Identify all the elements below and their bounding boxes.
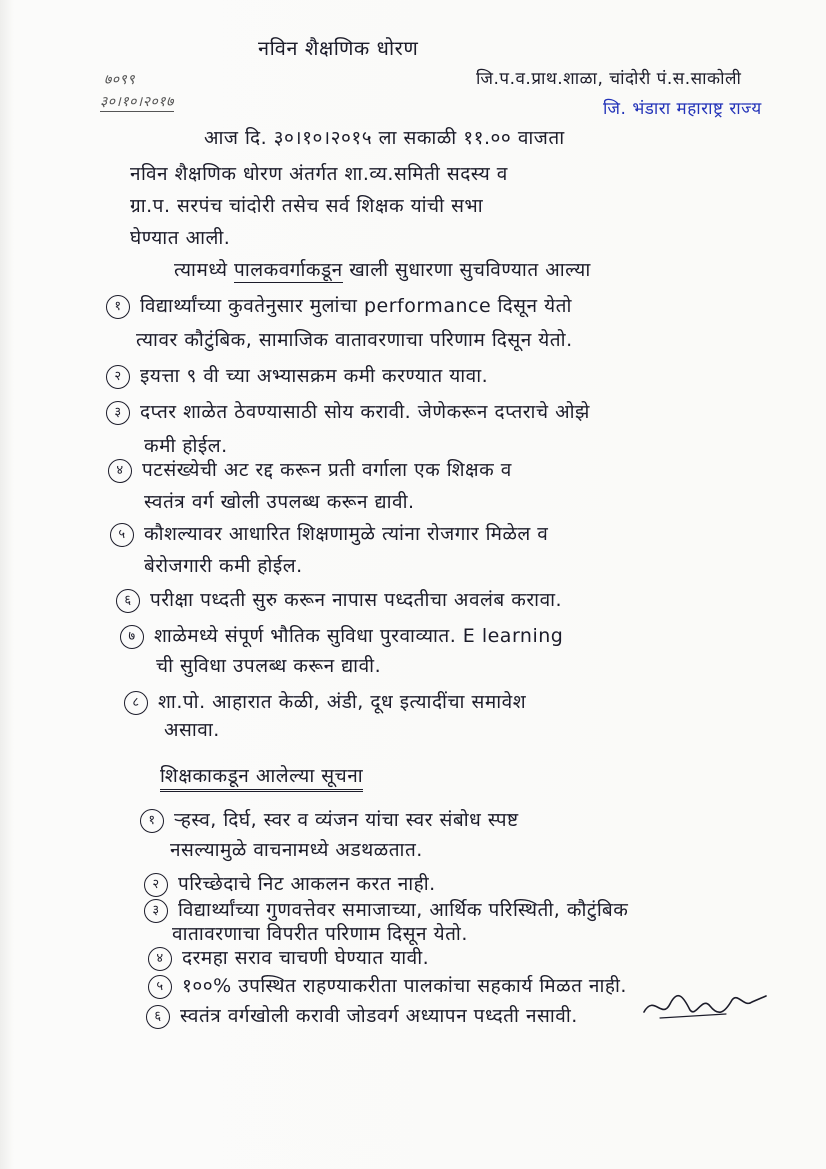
parent-point-4 xyxy=(108,456,512,483)
point-number: ६ xyxy=(116,589,140,613)
school-address: जि.प.व.प्राथ.शाळा, चांदोरी पं.स.साकोली xyxy=(476,69,742,89)
point-text: परीक्षा पध्दती सुरु करून नापास पध्दतीचा अवलंब करावा. xyxy=(150,589,563,611)
point-text: पटसंख्येची अट रद्द करून प्रती वर्गाला एक शिक्षक व xyxy=(142,459,512,481)
point-text: विद्यार्थ्यांच्या कुवतेनुसार मुलांचा performance दिसून येतो xyxy=(140,295,572,317)
parents-intro-prefix: त्यामध्ये xyxy=(174,259,228,281)
point-text: परिच्छेदाचे निट आकलन करत नाही. xyxy=(178,873,436,895)
parent-point-4-cont: स्वतंत्र वर्ग खोली उपलब्ध करून द्यावी. xyxy=(144,491,415,513)
parent-point-3 xyxy=(106,398,590,425)
point-text: दरमहा सराव चाचणी घेण्यात यावी. xyxy=(182,947,430,969)
parents-intro xyxy=(174,256,591,282)
point-number: ५ xyxy=(110,523,134,547)
document-title: नविन शैक्षणिक धोरण xyxy=(258,36,419,60)
teachers-heading-text: शिक्षकाकडून आलेल्या सूचना xyxy=(160,765,363,792)
parent-point-1-cont: त्यावर कौटुंबिक, सामाजिक वातावरणाचा परिणाम दिसून येतो. xyxy=(136,329,573,351)
point-number: ७ xyxy=(120,625,144,649)
point-number: ३ xyxy=(144,899,168,923)
point-number: ८ xyxy=(124,691,148,715)
parents-intro-underlined: पालकवर्गाकडून xyxy=(234,259,343,281)
point-number: ४ xyxy=(148,947,172,971)
inward-date: ३०।१०।२०१७ xyxy=(100,94,174,110)
intro-line-2: नविन शैक्षणिक धोरण अंतर्गत शा.व्य.समिती सदस्य व xyxy=(130,163,508,185)
point-text: इयत्ता ९ वी च्या अभ्यासक्रम कमी करण्यात यावा. xyxy=(140,365,489,387)
parent-point-7 xyxy=(120,622,563,649)
parent-point-8-cont: असावा. xyxy=(164,719,220,741)
parent-point-5-cont: बेरोजगारी कमी होईल. xyxy=(144,555,303,577)
intro-line-1: आज दि. ३०।१०।२०१५ ला सकाळी ११.०० वाजता xyxy=(204,127,565,149)
point-text: दप्तर शाळेत ठेवण्यासाठी सोय करावी. जेणेकरून दप्तराचे ओझे xyxy=(140,401,590,423)
point-number: ५ xyxy=(148,975,172,999)
point-text: कौशल्यावर आधारित शिक्षणामुळे त्यांना रोजगार मिळेल व xyxy=(144,523,549,545)
point-number: १ xyxy=(106,295,130,319)
point-text: १००% उपस्थित राहण्याकरीता पालकांचा सहकार्य मिळत नाही. xyxy=(182,975,627,997)
point-text: ऱ्हस्व, दिर्घ, स्वर व व्यंजन यांचा स्वर संबोध स्पष्ट xyxy=(174,809,519,831)
parent-point-6 xyxy=(116,586,562,613)
parent-point-2 xyxy=(106,362,488,389)
teacher-point-3-cont: वातावरणाचा विपरीत परिणाम दिसून येतो. xyxy=(172,923,468,945)
point-number: १ xyxy=(140,809,164,833)
parent-point-7-cont: ची सुविधा उपलब्ध करून द्यावी. xyxy=(156,655,382,677)
point-number: ६ xyxy=(146,1005,170,1029)
intro-line-3: ग्रा.प. सरपंच चांदोरी तसेच सर्व शिक्षक यांची सभा xyxy=(130,195,484,217)
intro-line-4: घेण्यात आली. xyxy=(130,227,231,249)
district-address: जि. भंडारा महाराष्ट्र राज्य xyxy=(603,99,762,119)
point-text: विद्यार्थ्यांच्या गुणवत्तेवर समाजाच्या, आर्थिक परिस्थिती, कौटुंबिक xyxy=(178,899,629,921)
teacher-point-4 xyxy=(148,944,429,971)
teacher-point-5 xyxy=(148,972,627,999)
point-number: ३ xyxy=(106,401,130,425)
point-text: शाळेमध्ये संपूर्ण भौतिक सुविधा पुरवाव्यात. E learning xyxy=(154,625,564,647)
parent-point-1 xyxy=(106,292,572,319)
signature-scribble xyxy=(640,984,770,1030)
teacher-point-6 xyxy=(146,1002,578,1029)
teacher-point-1 xyxy=(140,806,519,833)
parent-point-3-cont: कमी होईल. xyxy=(144,435,228,457)
point-number: २ xyxy=(106,365,130,389)
parents-intro-suffix: खाली सुधारणा सुचविण्यात आल्या xyxy=(349,259,591,281)
point-number: ४ xyxy=(108,459,132,483)
point-text: शा.पो. आहारात केळी, अंडी, दूध इत्यादींचा समावेश xyxy=(158,691,527,713)
point-text: स्वतंत्र वर्गखोली करावी जोडवर्ग अध्यापन पध्दती नसावी. xyxy=(180,1005,578,1027)
parent-point-5 xyxy=(110,520,548,547)
point-number: २ xyxy=(144,873,168,897)
teacher-point-3 xyxy=(144,896,628,923)
teacher-point-1-cont: नसल्यामुळे वाचनामध्ये अडथळतात. xyxy=(170,839,423,861)
parent-point-8 xyxy=(124,688,526,715)
inward-number: ७०९९ xyxy=(104,72,136,88)
teachers-heading xyxy=(160,762,363,788)
teacher-point-2 xyxy=(144,870,436,897)
